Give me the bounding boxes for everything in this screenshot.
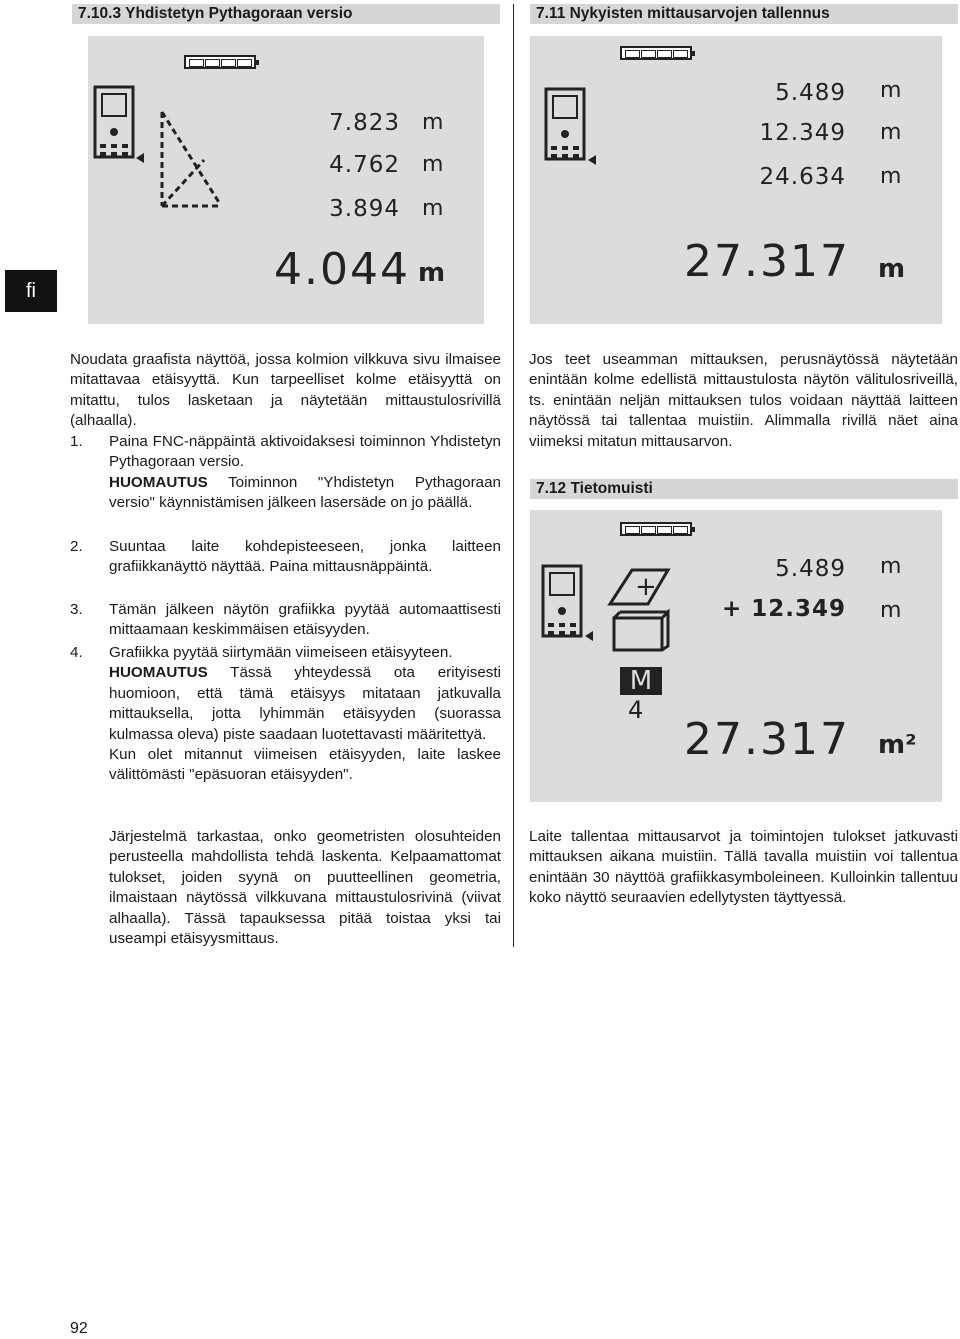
value-line-1: 7.823 [329, 110, 400, 136]
display-panel-data-memory [530, 510, 942, 802]
display-panel-save-values [530, 36, 942, 324]
step-number: 4. [70, 644, 83, 661]
note-followup: Kun olet mitannut viimeisen etäisyyden, laite laskee välittömästi "epäsuoran etäisyyden". [109, 746, 501, 784]
column-divider [513, 4, 514, 947]
value-line-2: 12.349 [759, 120, 846, 146]
note-text: Toiminnon "Yhdistetyn Pythagoraan versio" käynnistämisen jälkeen lasersäde on jo päällä. [109, 473, 501, 512]
plus-icon: + [635, 572, 657, 602]
triangle-dashed-icon [162, 112, 220, 206]
note-label: HUOMAUTUS [109, 664, 208, 682]
unit-line-2: m [880, 120, 902, 145]
value-line-1: 5.489 [775, 556, 846, 582]
value-line-2: 4.762 [329, 152, 400, 178]
step-text: Paina FNC-näppäintä aktivoidaksesi toiminnon Yhdistetyn Pythagoraan versio. [109, 433, 501, 471]
result-value: 27.317 [684, 236, 850, 287]
result-unit: m [418, 258, 446, 288]
section-heading-save-values: 7.11 Nykyisten mittausarvojen tallennus [530, 4, 958, 24]
unit-line-2: m [880, 598, 902, 623]
step-4 [70, 643, 501, 786]
language-tab: fi [5, 270, 57, 312]
unit-line-3: m [880, 164, 902, 189]
room-walls-icon [614, 612, 668, 650]
device-graphic [530, 36, 650, 196]
value-line-3: 24.634 [759, 164, 846, 190]
rangefinder-device-icon [95, 87, 133, 157]
step-text: Grafiikka pyytää siirtymään viimeiseen etäisyyteen. [109, 644, 453, 661]
page-number: 92 [70, 1320, 88, 1337]
result-unit: m² [878, 730, 917, 760]
closing-paragraph: Järjestelmä tarkastaa, onko geometristen olosuhteiden perusteella mahdollista tehdä laskenta. Kelpaamattomat tulokset, joiden syynä on puutteellinen geometria, ilmaistaan näytössä vilkkuvana mittaustulosrivinä (viivat alhaalla). Tässä tapauksessa pitää toistaa yksi tai useampi etäisyysmittaus. [109, 828, 501, 948]
step-1 [70, 432, 501, 514]
rangefinder-device-icon [546, 89, 584, 159]
rangefinder-device-icon [543, 566, 581, 636]
display-panel-pythagoras [88, 36, 484, 324]
step-2 [70, 537, 501, 578]
step-text: Suuntaa laite kohdepisteeseen, jonka laitteen grafiikkanäyttö näyttää. Paina mittausnäppäintä. [109, 538, 501, 576]
step-number: 3. [70, 601, 83, 618]
unit-line-1: m [880, 78, 902, 103]
unit-line-1: m [880, 554, 902, 579]
memory-indicator: M [620, 667, 662, 695]
result-unit: m [878, 254, 906, 284]
section-heading-pythagoras: 7.10.3 Yhdistetyn Pythagoraan versio [72, 4, 500, 24]
device-area-graphic [530, 510, 690, 710]
step-number: 1. [70, 433, 83, 450]
value-line-2: + 12.349 [721, 596, 846, 622]
save-values-paragraph: Jos teet useamman mittauksen, perusnäytössä näytetään enintään kolme edellistä mittaustulosta näytön välitulosriveillä, ts. enintään neljän mittauksen tulos voidaan näyttää laitteen näytössä tai tallentaa muistiin. Alimmalla rivillä näet aina viimeksi mitatun mittausarvon. [529, 351, 958, 450]
unit-line-3: m [422, 196, 444, 221]
result-value: 27.317 [684, 714, 850, 765]
note-label: HUOMAUTUS [109, 473, 208, 491]
data-memory-paragraph: Laite tallentaa mittausarvot ja toimintojen tulokset jatkuvasti mittauksen aikana muistiin. Tällä tavalla muistiin voi tallentua enintään 30 näyttöä grafiikkasymboleineen. Kulloinkin tallentuu koko näyttö seuraavien edellytysten täyttyessä. [529, 828, 958, 907]
note-text: Tässä yhteydessä ota erityisesti huomioon, että tämä etäisyys mitataan jatkuvalla mittauksella, jotta lyhimmän etäisyyden (suorassa kulmassa oleva) piste saadaan luotettavasti määritettyä. [109, 664, 501, 743]
result-value: 4.044 [274, 244, 410, 295]
step-3 [70, 600, 501, 641]
unit-line-2: m [422, 152, 444, 177]
section-heading-data-memory: 7.12 Tietomuisti [530, 479, 958, 499]
unit-line-1: m [422, 110, 444, 135]
memory-index: 4 [628, 696, 644, 724]
step-number: 2. [70, 538, 83, 555]
intro-paragraph: Noudata graafista näyttöä, jossa kolmion vilkkuva sivu ilmaisee mitattavaa etäisyyttä. Kun tarpeelliset kolme etäisyyttä on mitattu, tulos lasketaan ja näytetään mittaustulosrivillä (alhaalla). [70, 351, 501, 430]
step-text: Tämän jälkeen näytön grafiikka pyytää automaattisesti mittaamaan keskimmäisen etäisyyden. [109, 601, 501, 639]
value-line-3: 3.894 [329, 196, 400, 222]
value-line-1: 5.489 [775, 80, 846, 106]
